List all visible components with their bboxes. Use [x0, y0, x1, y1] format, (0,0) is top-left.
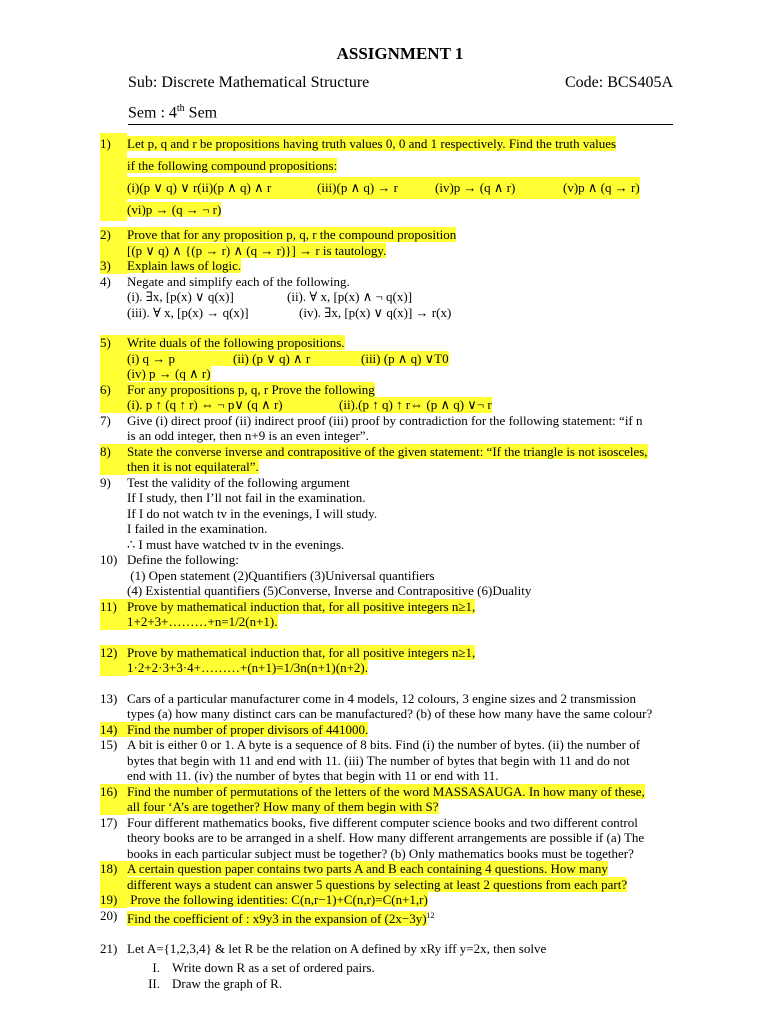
question-text: (1) Open statement (2)Quantifiers (3)Universal quantifiers [127, 567, 435, 583]
question-text: Let p, q and r be propositions having truth values 0, 0 and 1 respectively. Find the truth values [127, 136, 617, 151]
question-text: Prove by mathematical induction that, for all positive integers n≥1, [127, 598, 476, 614]
question-number: 15) [100, 737, 118, 752]
question-3 [100, 258, 700, 274]
question-text: (iv) p → (q ∧ r) [127, 366, 211, 381]
question-text: theory books are to be arranged in a shelf. How many different arrangements are possible if (a) The [127, 830, 645, 845]
question-text: Find the number of proper divisors of 441000. [127, 721, 369, 737]
question-number: 12) [100, 645, 127, 676]
question-text: (i). p ↑ (q ↑ r) ⇔ ¬ p∨ (q ∧ r) [127, 397, 339, 413]
question-number: 17) [100, 814, 118, 830]
question-text: (ii) (p ∨ q) ∧ r [233, 351, 361, 367]
question-12 [100, 645, 700, 676]
question-9 [100, 475, 700, 553]
question-text: (ii).(p ↑ q) ↑ r⇔ (p ∧ q) ∨¬ r [339, 397, 492, 412]
question-text: (iv)p → (q ∧ r) [435, 177, 563, 199]
question-text: [(p ∨ q) ∧ {(p → r) ∧ (q → r)}] → r is tautology. [127, 242, 387, 258]
question-20 [100, 908, 700, 927]
question-number: 9) [100, 474, 111, 490]
question-text: (iv). ∃x, [p(x) ∨ q(x)] → r(x) [299, 304, 452, 320]
question-number: 7) [100, 412, 111, 428]
question-text: (iii) (p ∧ q) ∨T0 [361, 350, 449, 366]
question-text: Find the coefficient of : x9y3 in the expansion of (2x−3y) [127, 910, 427, 926]
question-list [100, 133, 700, 957]
question-text: State the converse inverse and contrapositive of the given statement: “If the triangle is not isosceles, [127, 443, 648, 459]
question-text: 1·2+2·3+3·4+………+(n+1)=1/3n(n+1)(n+2). [127, 660, 368, 675]
question-18 [100, 861, 700, 892]
subject-line [128, 74, 673, 92]
question-11 [100, 599, 700, 630]
question-10 [100, 552, 700, 599]
question-number: 14) [100, 722, 127, 738]
subject: Sub: Discrete Mathematical Structure [128, 74, 370, 91]
question-text: Explain laws of logic. [127, 258, 242, 273]
question-text: is an odd integer, then n+9 is an even integer”. [127, 428, 369, 443]
question-text: (vi)p → (q → ¬ r) [127, 202, 222, 217]
question-2 [100, 227, 700, 258]
question-text: Write down R as a set of ordered pairs. [172, 960, 375, 975]
question-8 [100, 444, 700, 475]
roman-numeral: I. [152, 960, 160, 975]
semester-line [128, 103, 673, 125]
question-21 [100, 941, 700, 957]
question-text: 1+2+3+………+n=1/2(n+1). [127, 614, 278, 629]
question-text: Negate and simplify each of the following. [127, 273, 350, 289]
question-text: books in each particular subject must be together? (b) Only mathematics books must be together? [127, 845, 634, 861]
question-5 [100, 335, 700, 382]
question-number: 10) [100, 552, 118, 567]
question-text: (i)(p ∨ q) ∨ r(ii)(p ∧ q) ∧ r [127, 177, 317, 199]
semester-sup: th [176, 103, 185, 114]
question-number: 13) [100, 690, 118, 706]
question-text: Four different mathematics books, five different computer science books and two different control [127, 814, 638, 830]
question-text: (i). ∃x, [p(x) ∨ q(x)] [127, 289, 234, 304]
question-1 [100, 133, 700, 221]
sub-question-ii [120, 976, 620, 992]
question-text: Cars of a particular manufacturer come in 4 models, 12 colours, 3 engine sizes and 2 transmission [127, 690, 637, 706]
semester-prefix: Sem : 4 [128, 104, 177, 122]
question-text: (i) q → p [127, 351, 233, 367]
semester-suffix: Sem [184, 104, 218, 122]
question-number: 1) [100, 133, 127, 221]
roman-numeral: II. [148, 976, 160, 991]
question-text: (iii). ∀ x, [p(x) → q(x)] [127, 304, 249, 320]
question-16 [100, 784, 700, 815]
question-text: (ii). ∀ x, [p(x) ∧ ¬ q(x)] [287, 289, 413, 304]
question-number: 4) [100, 273, 111, 289]
question-text: Define the following: [127, 552, 239, 567]
question-text: (iii)(p ∧ q) → r [317, 177, 435, 199]
question-14 [100, 722, 700, 738]
question-text: types (a) how many distinct cars can be manufactured? (b) of these how many have the same colour? [127, 706, 653, 721]
question-number: 5) [100, 335, 127, 382]
question-number: 19) [100, 892, 127, 908]
question-text: Give (i) direct proof (ii) indirect proof (iii) proof by contradiction for the following statement: “if n [127, 412, 643, 428]
question-text: if the following compound propositions: [127, 158, 338, 173]
question-number: 3) [100, 258, 127, 274]
question-17 [100, 815, 700, 862]
question-6 [100, 382, 700, 413]
question-number: 18) [100, 861, 127, 892]
question-number: 2) [100, 227, 127, 258]
question-text: Test the validity of the following argument [127, 474, 350, 490]
question-text: Prove by mathematical induction that, for all positive integers n≥1, [127, 644, 476, 660]
question-text: If I study, then I’ll not fail in the examination. [127, 490, 366, 505]
question-number: 20) [100, 907, 118, 923]
question-text: ∴ I must have watched tv in the evenings. [127, 536, 345, 552]
question-text: end with 11. (iv) the number of bytes that begin with 11 or end with 11. [127, 768, 499, 783]
question-13 [100, 691, 700, 722]
question-text: Find the number of permutations of the letters of the word MASSASAUGA. In how many of these, [127, 783, 645, 799]
question-text: I failed in the examination. [127, 521, 268, 536]
question-text: all four ‘A’s are together? How many of them begin with S? [127, 799, 439, 814]
question-text: different ways a student can answer 5 questions by selecting at least 2 questions from each part? [127, 876, 628, 892]
question-text: For any propositions p, q, r Prove the following [127, 381, 375, 397]
question-text: Prove the following identities: C(n,r−1)+C(n,r)=C(n+1,r) [127, 892, 428, 907]
question-7 [100, 413, 700, 444]
course-code: Code: BCS405A [564, 74, 673, 91]
question-text: Write duals of the following propositions. [127, 335, 345, 350]
question-number: 21) [100, 941, 118, 957]
question-number: 8) [100, 444, 127, 475]
question-number: 11) [100, 599, 127, 630]
question-19 [100, 892, 700, 908]
question-text: If I do not watch tv in the evenings, I will study. [127, 505, 378, 521]
page-title: ASSIGNMENT 1 [336, 44, 464, 63]
question-4 [100, 274, 700, 321]
question-15 [100, 737, 700, 784]
question-text: (4) Existential quantifiers (5)Converse, Inverse and Contrapositive (6)Duality [127, 583, 532, 598]
question-text: Let A={1,2,3,4} & let R be the relation on A defined by xRy iff y=2x, then solve [127, 941, 547, 957]
question-text: bytes that begin with 11 and end with 11. (iii) The number of bytes that begin with 11 and do not [127, 752, 630, 768]
question-text: A bit is either 0 or 1. A byte is a sequence of 8 bits. Find (i) the number of bytes. (ii) the number of [127, 737, 641, 752]
question-text: (v)p ∧ (q → r) [563, 177, 640, 199]
question-text: then it is not equilateral”. [127, 459, 259, 474]
question-text: Prove that for any proposition p, q, r the compound proposition [127, 227, 457, 242]
question-text: A certain question paper contains two parts A and B each containing 4 questions. How many [127, 861, 608, 876]
question-number: 16) [100, 784, 127, 815]
question-number: 6) [100, 382, 127, 413]
sub-question-i [120, 960, 620, 976]
question-text: Draw the graph of R. [172, 976, 283, 991]
exponent: 12 [426, 910, 435, 920]
